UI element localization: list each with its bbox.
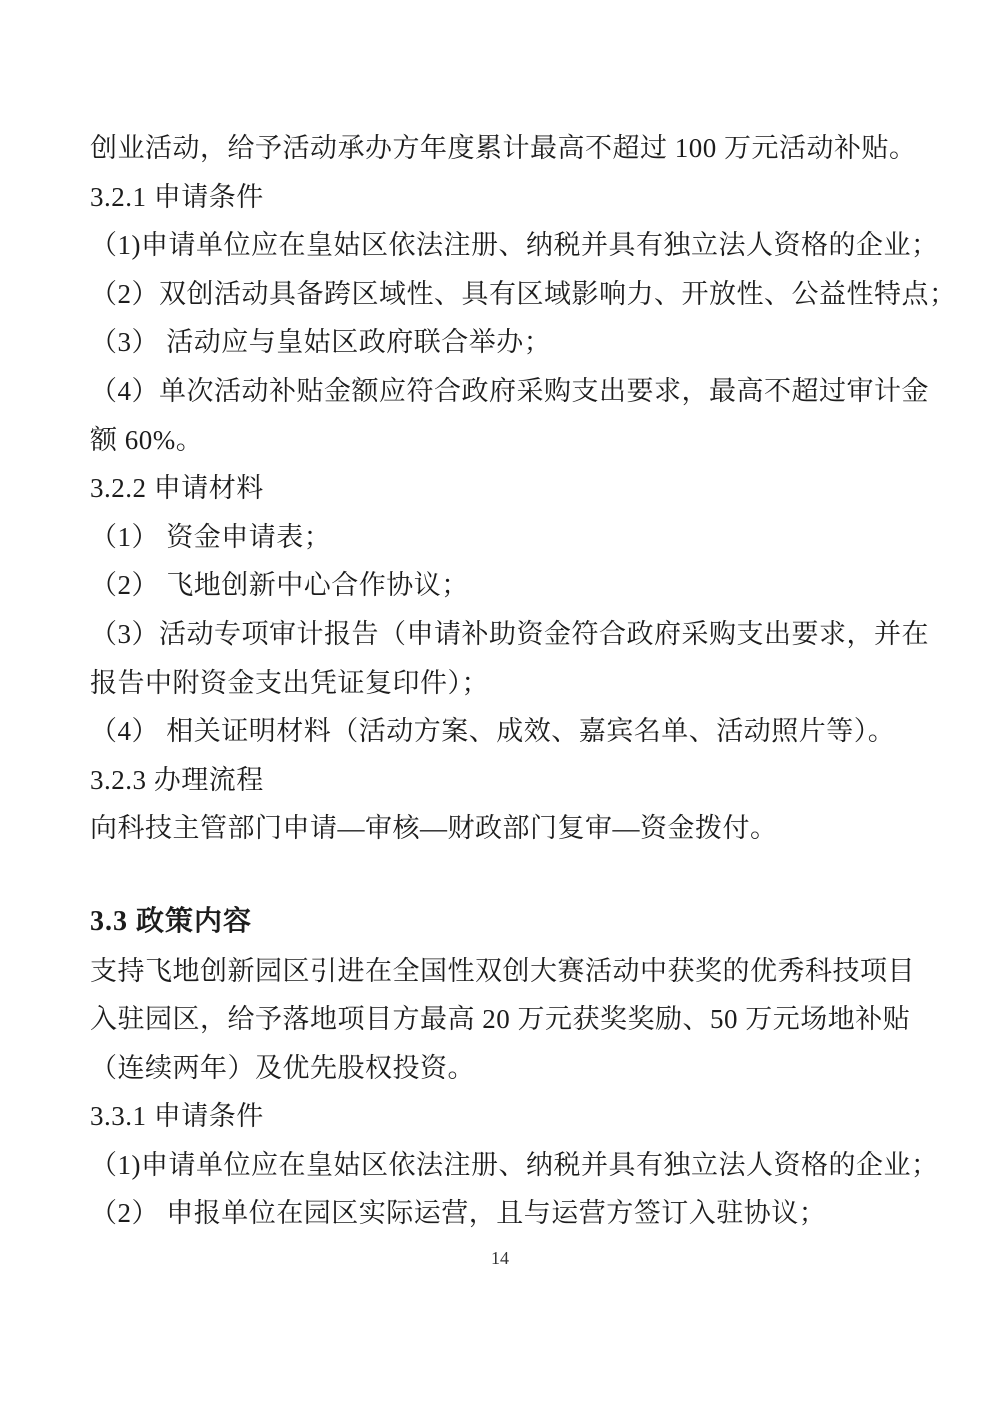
text-line: （4） 相关证明材料（活动方案、成效、嘉宾名单、活动照片等）。 (90, 716, 896, 747)
section-number-3-2-2: 3.2.2 申请材料 (90, 473, 264, 504)
section-number-3-2-1: 3.2.1 申请条件 (90, 181, 264, 212)
text-line: 报告中附资金支出凭证复印件）； (90, 667, 489, 698)
text-line: （1） 资金申请表； (90, 521, 332, 552)
text-line: （连续两年）及优先股权投资。 (90, 1052, 475, 1083)
document-body (90, 124, 957, 1238)
text-line: （3）活动专项审计报告（申请补助资金符合政府采购支出要求，并在 (90, 618, 929, 649)
text-line: 向科技主管部门申请—审核—财政部门复审—资金拨付。 (90, 813, 778, 844)
blank-line (90, 853, 912, 898)
text-line: （2） 飞地创新中心合作协议； (90, 570, 469, 601)
text-line: 创业活动，给予活动承办方年度累计最高不超过 100 万元活动补贴。 (90, 133, 917, 163)
section-heading-3-3: 3.3 政策内容 (90, 905, 253, 937)
text-line: 支持飞地创新园区引进在全国性双创大赛活动中获奖的优秀科技项目 (90, 955, 915, 986)
text-line: （3） 活动应与皇姑区政府联合举办； (90, 327, 552, 358)
text-line: （2）双创活动具备跨区域性、具有区域影响力、开放性、公益性特点； (90, 278, 957, 309)
section-number-3-3-1: 3.3.1 申请条件 (90, 1101, 264, 1132)
section-number-3-2-3: 3.2.3 办理流程 (90, 764, 264, 795)
page-number: 14 (491, 1248, 509, 1268)
text-line: （4）单次活动补贴金额应符合政府采购支出要求，最高不超过审计金 (90, 375, 929, 406)
text-line: （1)申请单位应在皇姑区依法注册、纳税并具有独立法人资格的企业； (90, 1149, 939, 1180)
text-line: 额 60%。 (90, 424, 204, 455)
text-line: 入驻园区，给予落地项目方最高 20 万元获奖奖励、50 万元场地补贴 (90, 1004, 911, 1035)
text-line: （1)申请单位应在皇姑区依法注册、纳税并具有独立法人资格的企业； (90, 230, 939, 261)
text-line: （2） 申报单位在园区实际运营，且与运营方签订入驻协议； (90, 1198, 827, 1229)
